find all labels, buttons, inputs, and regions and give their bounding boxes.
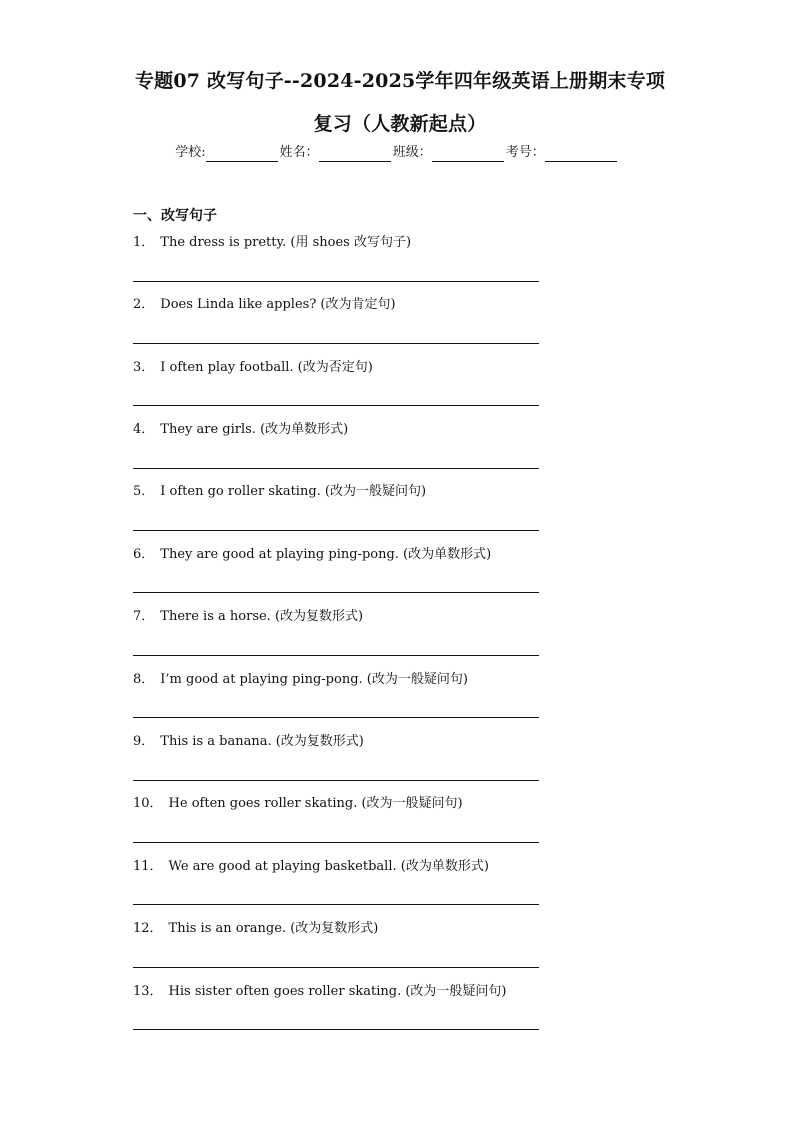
page-title: 专题07 改写句子--2024-2025学年四年级英语上册期末专项 bbox=[134, 70, 666, 92]
question-number: 3． bbox=[133, 360, 155, 375]
exam-number-label: 考号： bbox=[505, 145, 545, 160]
exam-number-field bbox=[506, 144, 619, 162]
answer-line-8[interactable] bbox=[133, 717, 539, 718]
question-text: They are good at playing ping-pong. (改为单数形式) bbox=[160, 547, 492, 562]
question-number: 8． bbox=[133, 672, 155, 687]
question-number: 5． bbox=[133, 484, 155, 499]
name-blank[interactable] bbox=[319, 147, 391, 162]
question-9 bbox=[133, 733, 364, 751]
answer-line-6[interactable] bbox=[133, 592, 539, 593]
question-10 bbox=[133, 795, 463, 813]
question-number: 10． bbox=[133, 796, 163, 811]
question-4 bbox=[133, 421, 348, 439]
question-number: 12． bbox=[133, 921, 163, 936]
question-text: This is an orange. (改为复数形式) bbox=[168, 921, 379, 936]
section-heading: 一、改写句子 bbox=[133, 208, 217, 224]
answer-line-9[interactable] bbox=[133, 780, 539, 781]
question-number: 11． bbox=[133, 859, 163, 874]
answer-line-7[interactable] bbox=[133, 655, 539, 656]
answer-line-3[interactable] bbox=[133, 405, 539, 406]
question-text: Does Linda like apples? (改为肯定句) bbox=[160, 297, 396, 312]
question-number: 13． bbox=[133, 984, 163, 999]
question-text: There is a horse. (改为复数形式) bbox=[160, 609, 364, 624]
question-13 bbox=[133, 983, 507, 1001]
school-label: 学校: bbox=[175, 145, 206, 160]
question-text: The dress is pretty. (用 shoes 改写句子) bbox=[160, 235, 412, 250]
answer-line-1[interactable] bbox=[133, 281, 539, 282]
question-7 bbox=[133, 608, 363, 626]
exam-number-blank[interactable] bbox=[545, 147, 617, 162]
page-title-continued: 复习（人教新起点） bbox=[313, 113, 487, 135]
question-5 bbox=[133, 483, 426, 501]
question-text: His sister often goes roller skating. (改为一般疑问句) bbox=[168, 984, 507, 999]
student-info-line bbox=[0, 144, 794, 162]
class-label: 班级： bbox=[392, 145, 432, 160]
answer-line-11[interactable] bbox=[133, 904, 539, 905]
question-number: 7． bbox=[133, 609, 155, 624]
name-field bbox=[280, 144, 393, 162]
answer-line-5[interactable] bbox=[133, 530, 539, 531]
answer-line-13[interactable] bbox=[133, 1029, 539, 1030]
school-field bbox=[175, 144, 279, 162]
question-number: 4． bbox=[133, 422, 155, 437]
question-12 bbox=[133, 920, 378, 938]
question-6 bbox=[133, 546, 491, 564]
question-number: 1． bbox=[133, 235, 155, 250]
question-text: I often play football. (改为否定句) bbox=[160, 360, 373, 375]
question-8 bbox=[133, 671, 468, 689]
question-number: 6． bbox=[133, 547, 155, 562]
question-text: I often go roller skating. (改为一般疑问句) bbox=[160, 484, 427, 499]
answer-line-4[interactable] bbox=[133, 468, 539, 469]
question-text: This is a banana. (改为复数形式) bbox=[160, 734, 364, 749]
question-text: We are good at playing basketball. (改为单数形式) bbox=[168, 859, 489, 874]
school-blank[interactable] bbox=[206, 147, 278, 162]
question-number: 2． bbox=[133, 297, 155, 312]
name-label: 姓名： bbox=[279, 145, 319, 160]
question-11 bbox=[133, 858, 489, 876]
question-text: He often goes roller skating. (改为一般疑问句) bbox=[168, 796, 463, 811]
answer-line-12[interactable] bbox=[133, 967, 539, 968]
answer-line-10[interactable] bbox=[133, 842, 539, 843]
question-1 bbox=[133, 234, 411, 252]
answer-line-2[interactable] bbox=[133, 343, 539, 344]
class-field bbox=[393, 144, 506, 162]
class-blank[interactable] bbox=[432, 147, 504, 162]
question-text: They are girls. (改为单数形式) bbox=[160, 422, 349, 437]
question-3 bbox=[133, 359, 373, 377]
question-number: 9． bbox=[133, 734, 155, 749]
question-2 bbox=[133, 296, 396, 314]
question-text: I’m good at playing ping-pong. (改为一般疑问句) bbox=[160, 672, 468, 687]
